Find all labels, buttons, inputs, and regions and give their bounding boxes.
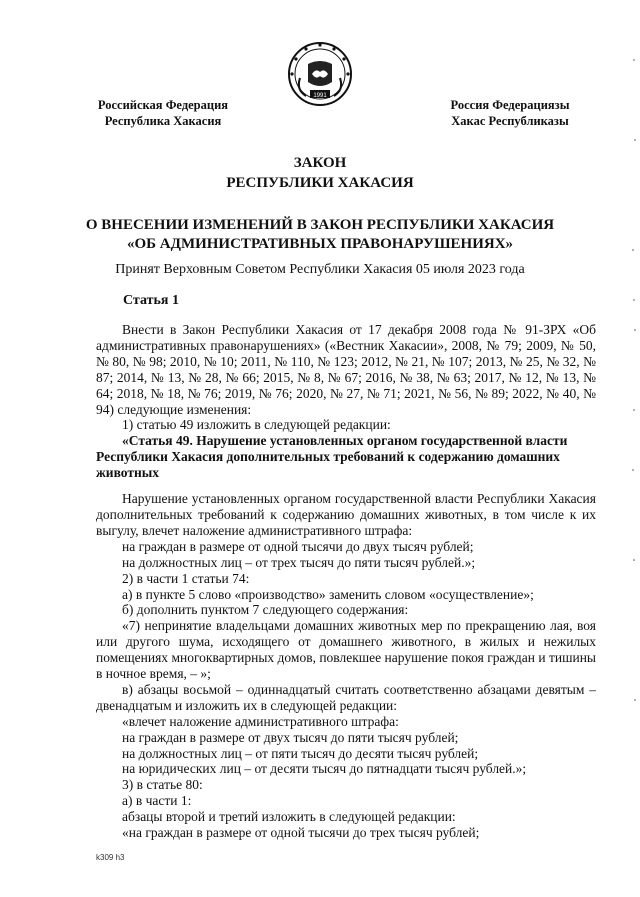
coat-of-arms-icon <box>286 40 354 108</box>
item-2a: а) в пункте 5 слово «производство» заменить словом «осуществление»; <box>122 586 534 602</box>
scan-margin-marks <box>628 0 640 897</box>
item-1: 1) статью 49 изложить в следующей редакции: <box>122 417 391 433</box>
item-3: 3) в статье 80: <box>122 777 203 793</box>
law-name-line1: О ВНЕСЕНИИ ИЗМЕНЕНИЙ В ЗАКОН РЕСПУБЛИКИ ХАКАСИЯ <box>85 217 555 233</box>
article-49-number: «Статья 49. <box>122 433 193 449</box>
header-left <box>88 97 238 129</box>
fine-officials-49: на должностных лиц – от трех тысяч до пяти тысяч рублей.»; <box>122 554 476 570</box>
document-body <box>96 322 596 841</box>
item-2c-line3: на должностных лиц – от пяти тысяч до десяти тысяч рублей; <box>122 745 479 761</box>
item-2b: б) дополнить пунктом 7 следующего содержания: <box>122 602 409 618</box>
item-3a-text: абзацы второй и третий изложить в следующей редакции: <box>122 809 456 825</box>
item-2b-text: «7) непринятие владельцами домашних животных мер по прекращению лая, воя или другого шума, исходящего от домашнего животного, в жилых и нежилых помещениях многоквартирных домов, повлекшее нарушение покоя граждан и тишины в ночное время, – »; <box>96 618 596 682</box>
item-2c: в) абзацы восьмой – одиннадцатый считать соответственно абзацами девятым – двенадцатым и изложить их в следующей редакции: <box>96 681 596 713</box>
article-49-title <box>96 433 596 481</box>
header-right-line1: Россия Федерациязы <box>450 98 570 112</box>
article-heading: Статья 1 <box>123 293 179 308</box>
header-left-line1: Российская Федерация <box>97 98 229 112</box>
item-2c-line4: на юридических лиц – от десяти тысяч до пятнадцати тысяч рублей.»; <box>122 761 527 777</box>
svg-text:1991: 1991 <box>313 93 327 99</box>
article-intro: Внести в Закон Республики Хакасия от 17 декабря 2008 года № 91-ЗРХ «Об административных правонарушениях» («Вестник Хакасии», 2008, № 79; 2009, № 50, № 80, № 98; 2010, № 10; 2011, № 110, № 123; 2012, № 21, № 107; 2013, № 25, № 32, № 87; 2014, № 13, № 28, № 66; 2015, № 8, № 67; 2016, № 38, № 63; 2017, № 12, № 13, № 64; 2018, № 18, № 76; 2019, № 76; 2020, № 27, № 71; 2021, № 56, № 89; 2022, № 40, № 94) следующие изменения: <box>96 322 596 417</box>
item-2c-line1: «влечет наложение административного штрафа: <box>122 713 399 729</box>
item-2c-line2: на граждан в размере от двух тысяч до пяти тысяч рублей; <box>122 729 459 745</box>
footer-code: k309 h3 <box>96 853 125 862</box>
article-49-name: Нарушение установленных органом государственной власти Республики Хакасия дополнительных требований к содержанию домашних животных <box>96 433 568 481</box>
header-right-line2: Хакас Республиказы <box>451 114 569 128</box>
header-right <box>440 97 580 129</box>
header-left-line2: Республика Хакасия <box>104 114 222 128</box>
item-3a: а) в части 1: <box>122 793 192 809</box>
law-title: ЗАКОН <box>293 155 347 171</box>
law-subtitle: РЕСПУБЛИКИ ХАКАСИЯ <box>226 175 414 191</box>
article-49-text: Нарушение установленных органом государственной власти Республики Хакасия дополнительных требований к содержанию домашних животных, в том числе к их выгулу, влечет наложение административного штрафа: <box>96 491 596 538</box>
accepted-date: Принят Верховным Советом Республики Хакасия 05 июля 2023 года <box>115 262 525 277</box>
fine-citizens-49: на граждан в размере от одной тысячи до двух тысяч рублей; <box>122 538 474 554</box>
law-name-line2: «ОБ АДМИНИСТРАТИВНЫХ ПРАВОНАРУШЕНИЯХ» <box>126 236 514 252</box>
item-3a-line1: «на граждан в размере от одной тысячи до трех тысяч рублей; <box>122 825 480 841</box>
item-2: 2) в части 1 статьи 74: <box>122 570 250 586</box>
